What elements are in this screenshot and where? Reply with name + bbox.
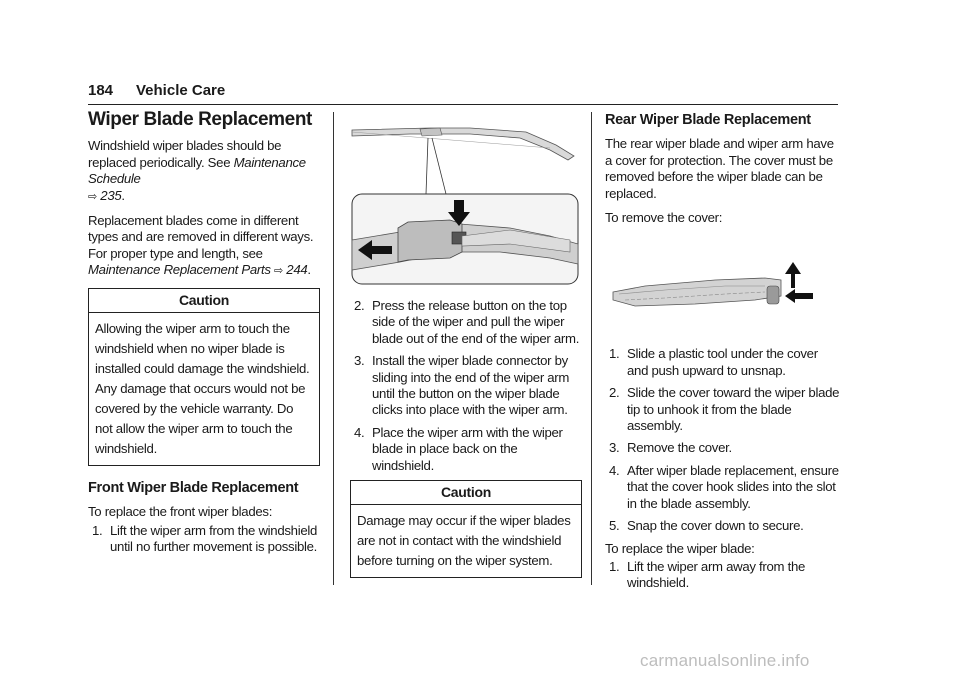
replacement-parts-link[interactable] bbox=[88, 262, 271, 277]
xref-arrow-icon: ⇨ bbox=[88, 190, 97, 203]
list-item: 4. Place the wiper arm with the wiper blade in place back on the windshield. bbox=[354, 424, 563, 473]
column-middle bbox=[350, 112, 582, 592]
watermark: carmanualsonline.info bbox=[640, 651, 810, 670]
front-wiper-heading: Front Wiper Blade Replacement bbox=[88, 480, 299, 497]
replace-blade-intro: To replace the wiper blade: bbox=[605, 540, 755, 556]
replacement-parts-page: 244 bbox=[286, 262, 308, 278]
step-text: Place the wiper arm with the wiper blade in place back on the windshield. bbox=[372, 424, 563, 473]
front-intro: To replace the front wiper blades: bbox=[88, 504, 273, 520]
rear-wiper-illustration bbox=[605, 234, 840, 334]
caution-box bbox=[88, 288, 320, 466]
step-text: After wiper blade replacement, ensure that the cover hook slides into the slot in the blade assembly. bbox=[627, 462, 839, 511]
column-divider bbox=[591, 112, 592, 585]
maintenance-schedule-page: 235 bbox=[100, 187, 122, 203]
xref-arrow-icon: ⇨ bbox=[274, 265, 283, 278]
step-text: Install the wiper blade connector by sliding into the end of the wiper arm until the button on the wiper blade clicks into place with the wiper arm. bbox=[372, 353, 570, 418]
caution-box bbox=[350, 480, 582, 578]
blade-types-text: Replacement blades come in different types and are removed in different ways. For proper type and length, see bbox=[88, 213, 314, 261]
page-title: Wiper Blade Replacement bbox=[88, 109, 312, 130]
page-header bbox=[88, 82, 838, 105]
list-item: 1. Lift the wiper arm from the windshield until no further movement is possible. bbox=[92, 522, 318, 555]
caution-title: Caution bbox=[351, 481, 581, 505]
column-right bbox=[605, 112, 840, 598]
step-text: Slide a plastic tool under the cover and push upward to unsnap. bbox=[627, 346, 818, 378]
list-item: 3. Remove the cover. bbox=[609, 440, 732, 456]
caution-body: Damage may occur if the wiper blades are not in contact with the windshield before turning on the wiper system. bbox=[357, 513, 571, 569]
rear-wiper-heading: Rear Wiper Blade Replacement bbox=[605, 112, 811, 128]
list-item: 4. After wiper blade replacement, ensure that the cover hook slides into the slot in the blade assembly. bbox=[609, 462, 839, 511]
step-text: Slide the cover toward the wiper blade tip to unhook it from the blade assembly. bbox=[627, 385, 840, 434]
maintenance-schedule-ref: Maintenance Schedule bbox=[88, 154, 306, 187]
step-text: Lift the wiper arm away from the windshield. bbox=[627, 558, 806, 591]
step-text: Lift the wiper arm from the windshield until no further movement is possible. bbox=[110, 522, 318, 555]
column-left bbox=[88, 109, 320, 562]
blade-types-paragraph: Replacement blades come in different types and are removed in different ways. For proper type and length, see Maintenance Replacement Parts ⇨ 244. bbox=[88, 213, 314, 278]
front-wiper-illustration bbox=[350, 112, 582, 288]
front-steps-continued bbox=[350, 298, 582, 474]
list-item: 3. Install the wiper blade connector by sliding into the end of the wiper arm until the button on the wiper blade clicks into place with the wiper arm. bbox=[354, 353, 570, 418]
column-divider bbox=[333, 112, 334, 585]
intro-paragraph: Windshield wiper blades should be replaced periodically. See Maintenance Schedule ⇨ 235. bbox=[88, 138, 306, 203]
section-title: Vehicle Care bbox=[136, 82, 226, 99]
rear-intro: The rear wiper blade and wiper arm have a cover for protection. The cover must be removed before the wiper blade can be replaced. bbox=[605, 136, 834, 201]
list-item: 2. Slide the cover toward the wiper blade tip to unhook it from the blade assembly. bbox=[609, 385, 840, 434]
list-item: 1. Slide a plastic tool under the cover and push upward to unsnap. bbox=[609, 346, 818, 378]
replace-blade-steps bbox=[605, 559, 840, 592]
step-text: Snap the cover down to secure. bbox=[627, 518, 804, 534]
intro-text: Windshield wiper blades should be replaced periodically. See bbox=[88, 138, 282, 170]
list-item: 5. Snap the cover down to secure. bbox=[609, 518, 804, 534]
remove-cover-intro: To remove the cover: bbox=[605, 210, 723, 226]
front-steps-list bbox=[88, 523, 320, 556]
step-text: Press the release button on the top side of the wiper and pull the wiper blade out of the end of the wiper arm. bbox=[372, 298, 580, 346]
list-item: 1. Lift the wiper arm away from the windshield. bbox=[609, 558, 806, 591]
list-item: 2. Press the release button on the top side of the wiper and pull the wiper blade out of the end of the wiper arm. bbox=[354, 298, 580, 346]
remove-cover-steps bbox=[605, 346, 840, 534]
step-text: Remove the cover. bbox=[627, 440, 732, 456]
page-number: 184 bbox=[88, 82, 114, 99]
caution-body: Allowing the wiper arm to touch the windshield when no wiper blade is installed could damage the windshield. Any damage that occurs would not be covered by the vehicle warranty. Do not allow the wiper arm to touch the windshield. bbox=[95, 321, 310, 457]
replacement-parts-ref: Maintenance Replacement Parts bbox=[88, 262, 271, 278]
caution-title: Caution bbox=[89, 289, 319, 313]
